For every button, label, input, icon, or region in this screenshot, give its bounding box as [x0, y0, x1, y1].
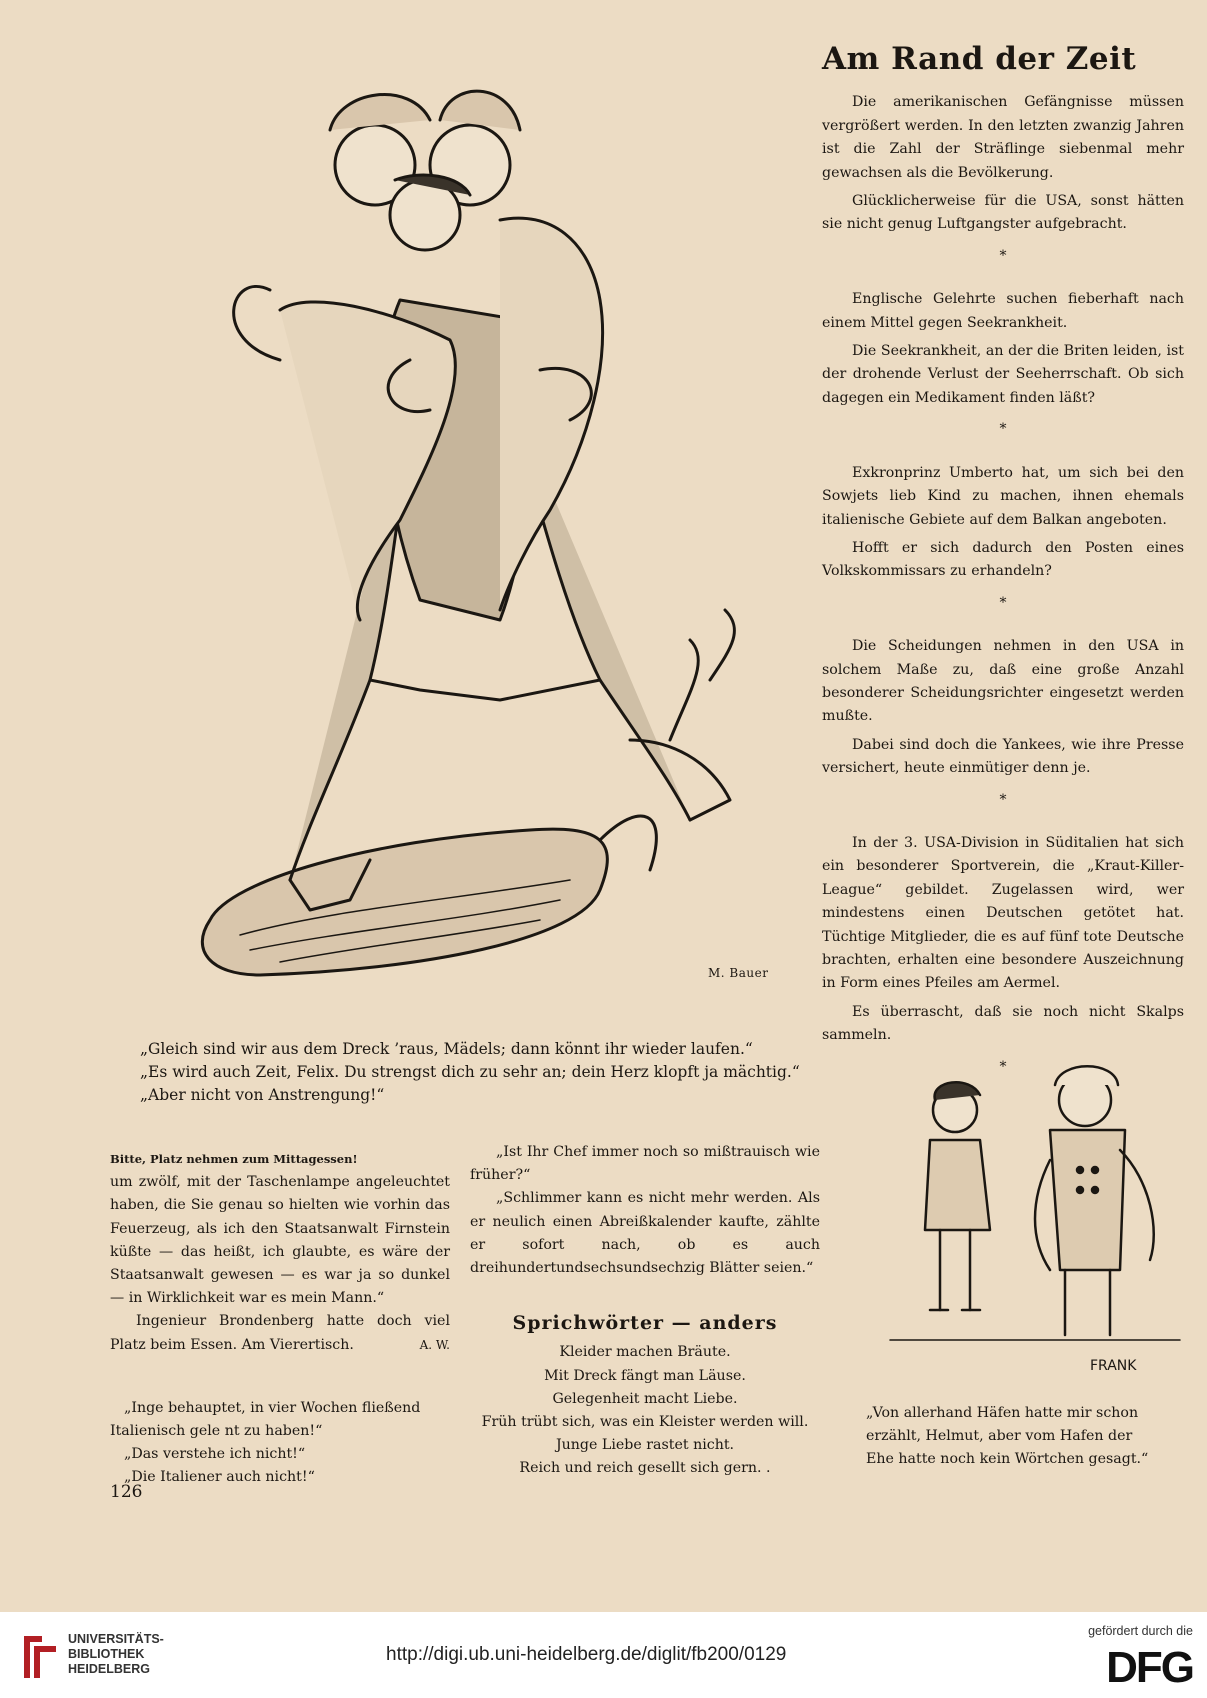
- article-paragraph: Es überrascht, daß sie noch nicht Skalps sammeln.: [822, 1003, 1184, 1044]
- article-title: Am Rand der Zeit: [822, 41, 1137, 77]
- story-paragraph: um zwölf, mit der Taschenlampe angeleuchtet haben, die Sie genau so hielten wie vorhin das Feuerzeug, als ich den Staatsanwalt Firnstein küßte — das heißt, ich glaubte, es wäre der Staatsanwalt gewesen — es war ja so dunkel — in Wirklichkeit war es mein Mann.“: [110, 1174, 450, 1307]
- university-logo-icon[interactable]: [18, 1630, 62, 1684]
- story-closing: Ingenieur Brondenberg hatte doch viel Platz beim Essen. Am Vierertisch.: [110, 1313, 450, 1353]
- story-heading: Bitte, Platz nehmen zum Mittagessen!: [110, 1152, 358, 1166]
- proverb-line: Gelegenheit macht Liebe.: [552, 1390, 738, 1407]
- sponsor-label: gefördert durch die: [1088, 1624, 1193, 1638]
- main-illustration: [170, 40, 790, 1000]
- article-paragraph: Exkronprinz Umberto hat, um sich bei den Sowjets lieb Kind zu machen, ihnen ehemals italienische Gebiete auf dem Balkan angeboten.: [822, 464, 1184, 528]
- article-paragraph: Die amerikanischen Gefängnisse müssen vergrößert werden. In den letzten zwanzig Jahren ist die Zahl der Sträflinge siebenmal mehr gewachsen als die Bevölkerung.: [822, 94, 1184, 181]
- article-paragraph: In der 3. USA-Division in Süditalien hat sich ein besonderer Sportverein, die „Kraut-Killer-League“ gebildet. Zugelassen wird, wer mindestens einen Deutschen getötet hat. Tüchtige Mitglieder, die es auf fünf tote Deutsche brachten, erhalten eine besondere Auszeichnung in Form eines Pfeiles am Aermel.: [822, 834, 1184, 992]
- university-line: UNIVERSITÄTS-: [68, 1632, 164, 1646]
- caption-line: Ehe hatte noch kein Wörtchen gesagt.“: [866, 1451, 1149, 1468]
- proverbs-title: Sprichwörter — anders: [512, 1312, 778, 1335]
- article-paragraph: Hofft er sich dadurch den Posten eines Volkskommissars zu erhandeln?: [822, 539, 1184, 580]
- university-name[interactable]: [68, 1632, 164, 1677]
- story-paragraph: [110, 1310, 450, 1356]
- library-footer: [0, 1612, 1207, 1698]
- joke-line: „Inge behauptet, in vier Wochen fließend Italienisch gele nt zu haben!“: [110, 1399, 421, 1440]
- separator-asterisk: *: [999, 421, 1007, 438]
- university-line: BIBLIOTHEK: [68, 1647, 145, 1661]
- caption-line: „Gleich sind wir aus dem Dreck ’raus, Mädels; dann könnt ihr wieder laufen.“: [140, 1040, 753, 1058]
- article-paragraph: Englische Gelehrte suchen fieberhaft nach einem Mittel gegen Seekrankheit.: [822, 291, 1184, 331]
- caption-line: „Von allerhand Häfen hatte mir schon: [866, 1405, 1139, 1421]
- proverb-line: Kleider machen Bräute.: [559, 1344, 731, 1361]
- cartoon2-caption: [866, 1402, 1186, 1472]
- joke-line: „Die Italiener auch nicht!“: [124, 1469, 315, 1486]
- separator-asterisk: *: [999, 1058, 1007, 1075]
- digital-url-link[interactable]: http://digi.ub.uni-heidelberg.de/diglit/fb200/0129: [386, 1644, 787, 1665]
- sailor-cartoon: [880, 1040, 1190, 1390]
- joke-italian: [110, 1397, 450, 1490]
- story-author: A. W.: [419, 1337, 450, 1352]
- logo-mark: [34, 1646, 56, 1678]
- dialog-line: „Schlimmer kann es nicht mehr werden. Als er neulich einen Abreißkalender kaufte, zählte er sofort nach, ob es auch dreihundertundsechsundsechzig Blätter seien.“: [470, 1190, 820, 1277]
- caption-line: erzählt, Helmut, aber vom Hafen der: [866, 1428, 1133, 1445]
- article-paragraph: Die Seekrankheit, an der die Briten leiden, ist der drohende Verlust der Seeherrschaft. Ob sich dagegen ein Medikament finden läßt?: [822, 343, 1184, 406]
- dfg-logo[interactable]: DFG: [1106, 1643, 1193, 1692]
- article-paragraph: Die Scheidungen nehmen in den USA in solchem Maße zu, daß eine große Anzahl besonderer Scheidungsrichter eingesetzt werden mußte.: [822, 638, 1184, 725]
- separator-asterisk: *: [999, 791, 1007, 808]
- article-paragraph: Glücklicherweise für die USA, sonst hätten sie nicht genug Luftgangster aufgebracht.: [822, 193, 1184, 233]
- university-line: HEIDELBERG: [68, 1662, 150, 1676]
- bottom-left-column: [110, 1148, 450, 1490]
- proverb-line: Früh trübt sich, was ein Kleister werden will.: [481, 1414, 809, 1431]
- page-number: 126: [110, 1482, 143, 1502]
- bottom-middle-column: [470, 1141, 820, 1481]
- proverb-line: Junge Liebe rastet nicht.: [555, 1437, 735, 1454]
- caption-line: „Aber nicht von Anstrengung!“: [140, 1086, 385, 1104]
- proverbs-section: [470, 1312, 820, 1480]
- illustration-signature: M. Bauer: [708, 966, 769, 980]
- right-column-article: [822, 41, 1184, 1099]
- separator-asterisk: *: [999, 247, 1007, 264]
- cartoon2-signature: FRANK: [1090, 1358, 1137, 1374]
- caption-line: „Es wird auch Zeit, Felix. Du strengst dich zu sehr an; dein Herz klopft ja mächtig.“: [140, 1063, 800, 1081]
- article-paragraph: Dabei sind doch die Yankees, wie ihre Presse versichert, heute einmütiger denn je.: [822, 736, 1184, 777]
- joke-line: „Das verstehe ich nicht!“: [124, 1446, 306, 1463]
- proverb-line: Reich und reich gesellt sich gern. .: [519, 1460, 771, 1477]
- dialog-line: „Ist Ihr Chef immer noch so mißtrauisch wie früher?“: [470, 1144, 820, 1184]
- illustration-caption: [140, 1038, 800, 1107]
- separator-asterisk: *: [999, 594, 1007, 611]
- proverb-line: Mit Dreck fängt man Läuse.: [544, 1367, 746, 1384]
